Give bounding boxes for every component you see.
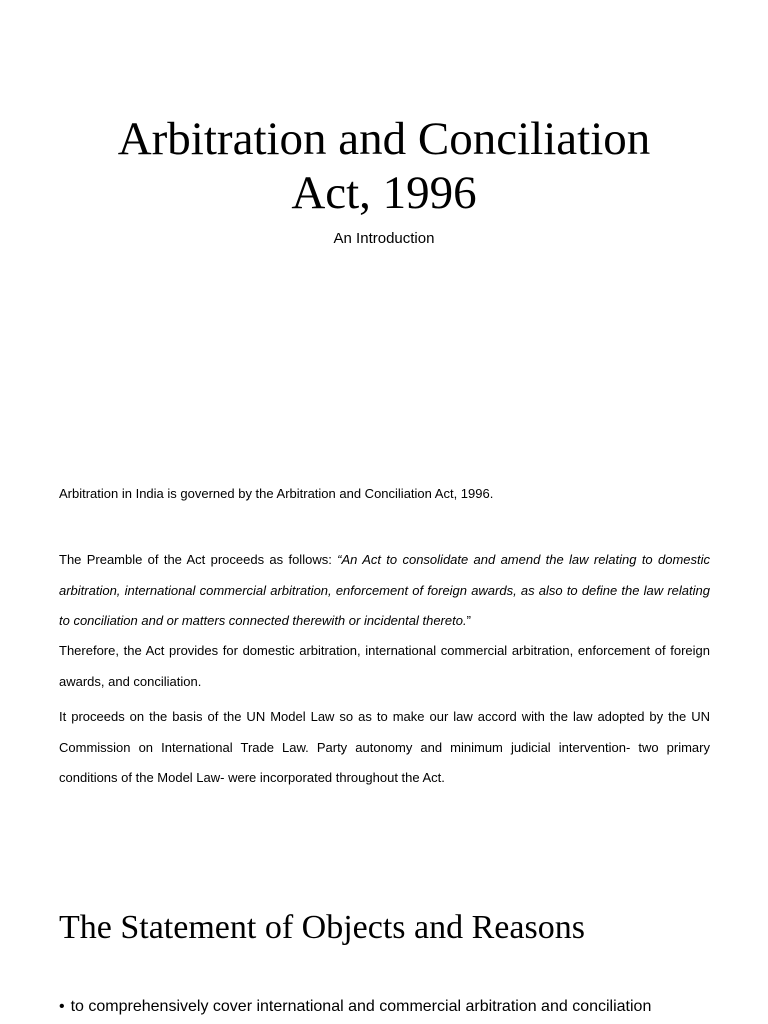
section-heading: The Statement of Objects and Reasons (59, 909, 585, 946)
title-line-2: Act, 1996 (291, 167, 477, 219)
paragraph-governance: Arbitration in India is governed by the Arbitration and Conciliation Act, 1996. (59, 486, 494, 501)
paragraph-preamble (59, 545, 710, 637)
title-line-1: Arbitration and Conciliation (117, 113, 651, 165)
document-title (0, 112, 768, 220)
preamble-quote: “An Act to consolidate and amend the law relating to domestic arbitration, international commercial arbitration, enforcement of foreign awards, as also to define the law relating to conciliation and or matters connected therewith or incidental thereto. (59, 552, 710, 628)
bullet-text: to comprehensively cover international and commercial arbitration and conciliation (70, 998, 652, 1015)
preamble-close: ” (466, 613, 471, 628)
paragraph-provisions: Therefore, the Act provides for domestic arbitration, international commercial arbitration, enforcement of foreign awards, and conciliation. (59, 643, 710, 689)
document-subtitle: An Introduction (333, 230, 435, 247)
bullet-icon: • (59, 998, 65, 1015)
preamble-lead: The Preamble of the Act proceeds as follows: (59, 552, 338, 567)
list-item (59, 995, 759, 1019)
paragraph-model-law: It proceeds on the basis of the UN Model Law so as to make our law accord with the law adopted by the UN Commission on International Trade Law. Party autonomy and minimum judicial intervention- two primary conditions of the Model Law- were incorporated throughout the Act. (59, 709, 710, 785)
